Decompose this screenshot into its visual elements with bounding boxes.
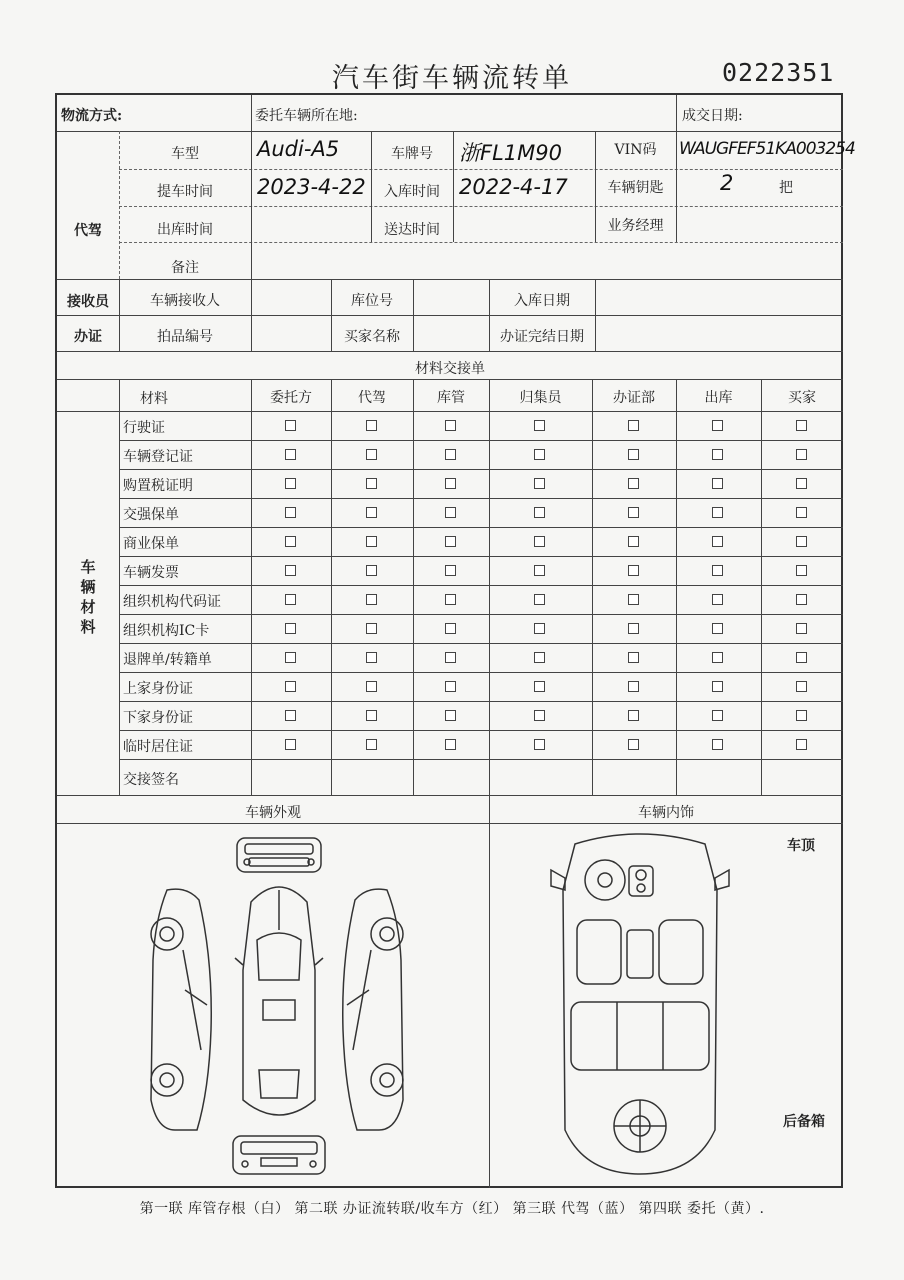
auction-number-label: 拍品编号 bbox=[157, 329, 213, 345]
checkbox-outbound[interactable] bbox=[712, 536, 723, 547]
column-header-warehouse: 库管 bbox=[437, 390, 465, 406]
checkbox-collector[interactable] bbox=[534, 507, 545, 518]
checkbox-outbound[interactable] bbox=[712, 710, 723, 721]
checkbox-collector[interactable] bbox=[534, 420, 545, 431]
car-top-view-icon bbox=[235, 887, 323, 1115]
checkbox-outbound[interactable] bbox=[712, 507, 723, 518]
car-front-view-icon bbox=[237, 838, 321, 872]
checkbox-buyer[interactable] bbox=[796, 507, 807, 518]
vehicle-keys-value: 2 bbox=[720, 171, 734, 195]
checkbox-consignor[interactable] bbox=[285, 449, 296, 460]
checkbox-buyer[interactable] bbox=[796, 623, 807, 634]
checkbox-buyer[interactable] bbox=[796, 478, 807, 489]
logistics-label: 物流方式: bbox=[61, 108, 123, 124]
plate-value: 浙FL1M90 bbox=[459, 141, 562, 165]
checkbox-driver[interactable] bbox=[366, 594, 377, 605]
car-left-side-icon bbox=[151, 889, 211, 1130]
checkbox-consignor[interactable] bbox=[285, 565, 296, 576]
car-exterior-diagram bbox=[127, 830, 427, 1182]
checkbox-outbound[interactable] bbox=[712, 681, 723, 692]
checkbox-license-dept[interactable] bbox=[628, 536, 639, 547]
material-item-label: 退牌单/转籍单 bbox=[123, 652, 212, 668]
checkbox-warehouse[interactable] bbox=[445, 710, 456, 721]
handover-signature-label: 交接签名 bbox=[123, 772, 179, 788]
checkbox-buyer[interactable] bbox=[796, 536, 807, 547]
driver-group-label: 代驾 bbox=[74, 223, 102, 239]
car-interior-diagram bbox=[545, 830, 735, 1180]
column-header-buyer: 买家 bbox=[788, 390, 816, 406]
checkbox-warehouse[interactable] bbox=[445, 449, 456, 460]
checkbox-driver[interactable] bbox=[366, 507, 377, 518]
checkbox-driver[interactable] bbox=[366, 623, 377, 634]
checkbox-driver[interactable] bbox=[366, 478, 377, 489]
checkbox-consignor[interactable] bbox=[285, 536, 296, 547]
exterior-title: 车辆外观 bbox=[245, 805, 301, 821]
column-header-license-dept: 办证部 bbox=[613, 390, 655, 406]
vin-label: VIN码 bbox=[614, 142, 657, 158]
checkbox-driver[interactable] bbox=[366, 739, 377, 750]
checkbox-driver[interactable] bbox=[366, 449, 377, 460]
checkbox-driver[interactable] bbox=[366, 652, 377, 663]
material-item-label: 上家身份证 bbox=[123, 681, 193, 697]
material-item-label: 下家身份证 bbox=[123, 710, 193, 726]
checkbox-collector[interactable] bbox=[534, 478, 545, 489]
serial-number: 0222351 bbox=[722, 58, 835, 87]
checkbox-driver[interactable] bbox=[366, 420, 377, 431]
pickup-time-label: 提车时间 bbox=[157, 184, 213, 200]
checkbox-buyer[interactable] bbox=[796, 449, 807, 460]
checkbox-outbound[interactable] bbox=[712, 594, 723, 605]
checkbox-license-dept[interactable] bbox=[628, 478, 639, 489]
delivery-time-label: 送达时间 bbox=[384, 222, 440, 238]
trunk-label: 后备箱 bbox=[783, 1114, 825, 1130]
checkbox-buyer[interactable] bbox=[796, 594, 807, 605]
checkbox-warehouse[interactable] bbox=[445, 536, 456, 547]
vehicle-keys-label: 车辆钥匙 bbox=[607, 180, 664, 196]
material-item-label: 组织机构IC卡 bbox=[123, 623, 210, 639]
form-title: 汽车街车辆流转单 bbox=[332, 63, 572, 94]
material-item-label: 车辆登记证 bbox=[123, 449, 193, 465]
checkbox-collector[interactable] bbox=[534, 594, 545, 605]
checkbox-buyer[interactable] bbox=[796, 710, 807, 721]
checkbox-outbound[interactable] bbox=[712, 449, 723, 460]
checkbox-warehouse[interactable] bbox=[445, 652, 456, 663]
checkbox-outbound[interactable] bbox=[712, 652, 723, 663]
checkbox-buyer[interactable] bbox=[796, 420, 807, 431]
form-frame bbox=[55, 93, 855, 1188]
material-item-label: 商业保单 bbox=[123, 536, 179, 552]
checkbox-consignor[interactable] bbox=[285, 710, 296, 721]
checkbox-outbound[interactable] bbox=[712, 565, 723, 576]
checkbox-collector[interactable] bbox=[534, 449, 545, 460]
checkbox-driver[interactable] bbox=[366, 536, 377, 547]
checkbox-consignor[interactable] bbox=[285, 507, 296, 518]
checkbox-warehouse[interactable] bbox=[445, 681, 456, 692]
roof-label: 车顶 bbox=[787, 838, 815, 854]
checkbox-consignor[interactable] bbox=[285, 478, 296, 489]
checkbox-buyer[interactable] bbox=[796, 565, 807, 576]
checkbox-warehouse[interactable] bbox=[445, 507, 456, 518]
checkbox-warehouse[interactable] bbox=[445, 623, 456, 634]
instock-time-label: 入库时间 bbox=[384, 184, 440, 200]
receiver-group-label: 接收员 bbox=[67, 294, 109, 310]
checkbox-collector[interactable] bbox=[534, 652, 545, 663]
vehicle-materials-group-label: 车辆材料 bbox=[80, 558, 96, 636]
materials-section-title: 材料交接单 bbox=[415, 361, 485, 377]
vehicle-keys-unit: 把 bbox=[779, 180, 793, 196]
buyer-name-label: 买家名称 bbox=[344, 329, 400, 345]
checkbox-collector[interactable] bbox=[534, 623, 545, 634]
checkbox-license-dept[interactable] bbox=[628, 681, 639, 692]
checkbox-consignor[interactable] bbox=[285, 739, 296, 750]
material-item-label: 行驶证 bbox=[123, 420, 165, 436]
outstock-time-label: 出库时间 bbox=[157, 222, 213, 238]
checkbox-warehouse[interactable] bbox=[445, 739, 456, 750]
interior-title: 车辆内饰 bbox=[638, 805, 694, 821]
checkbox-collector[interactable] bbox=[534, 565, 545, 576]
material-item-label: 购置税证明 bbox=[123, 478, 193, 494]
checkbox-license-dept[interactable] bbox=[628, 507, 639, 518]
checkbox-outbound[interactable] bbox=[712, 478, 723, 489]
driver-seat-icon bbox=[577, 920, 621, 984]
checkbox-warehouse[interactable] bbox=[445, 565, 456, 576]
car-rear-view-icon bbox=[233, 1136, 325, 1174]
checkbox-consignor[interactable] bbox=[285, 420, 296, 431]
passenger-seat-icon bbox=[659, 920, 703, 984]
checkbox-license-dept[interactable] bbox=[628, 739, 639, 750]
vehicle-location-label: 委托车辆所在地: bbox=[255, 108, 358, 124]
instock-time-value: 2022-4-17 bbox=[459, 175, 568, 199]
checkbox-driver[interactable] bbox=[366, 565, 377, 576]
checkbox-collector[interactable] bbox=[534, 681, 545, 692]
checkbox-buyer[interactable] bbox=[796, 681, 807, 692]
checkbox-license-dept[interactable] bbox=[628, 449, 639, 460]
checkbox-license-dept[interactable] bbox=[628, 565, 639, 576]
form-footer: 第一联 库管存根（白） 第二联 办证流转联/收车方（红） 第三联 代驾（蓝） 第四联 委托（黄）. bbox=[139, 1201, 765, 1217]
model-value: Audi-A5 bbox=[257, 137, 340, 161]
material-item-label: 临时居住证 bbox=[123, 739, 193, 755]
checkbox-license-dept[interactable] bbox=[628, 652, 639, 663]
checkbox-consignor[interactable] bbox=[285, 652, 296, 663]
column-header-outbound: 出库 bbox=[704, 390, 733, 406]
license-done-date-label: 办证完结日期 bbox=[500, 329, 584, 345]
column-header-collector: 归集员 bbox=[519, 390, 562, 406]
rear-seat-icon bbox=[571, 1002, 709, 1070]
checkbox-warehouse[interactable] bbox=[445, 478, 456, 489]
checkbox-license-dept[interactable] bbox=[628, 710, 639, 721]
material-column-header: 材料 bbox=[140, 391, 168, 407]
checkbox-license-dept[interactable] bbox=[628, 420, 639, 431]
column-header-driver: 代驾 bbox=[358, 390, 386, 406]
checkbox-collector[interactable] bbox=[534, 536, 545, 547]
checkbox-warehouse[interactable] bbox=[445, 594, 456, 605]
checkbox-consignor[interactable] bbox=[285, 681, 296, 692]
checkbox-warehouse[interactable] bbox=[445, 420, 456, 431]
pickup-time-value: 2023-4-22 bbox=[257, 175, 366, 199]
checkbox-driver[interactable] bbox=[366, 710, 377, 721]
checkbox-outbound[interactable] bbox=[712, 623, 723, 634]
material-item-label: 组织机构代码证 bbox=[123, 594, 221, 610]
car-right-side-icon bbox=[343, 889, 403, 1130]
instock-date-label: 入库日期 bbox=[514, 293, 570, 309]
deal-date-label: 成交日期: bbox=[682, 108, 743, 124]
material-item-label: 车辆发票 bbox=[123, 565, 179, 581]
checkbox-license-dept[interactable] bbox=[628, 623, 639, 634]
material-item-label: 交强保单 bbox=[123, 507, 179, 523]
checkbox-consignor[interactable] bbox=[285, 594, 296, 605]
checkbox-buyer[interactable] bbox=[796, 652, 807, 663]
checkbox-buyer[interactable] bbox=[796, 739, 807, 750]
checkbox-driver[interactable] bbox=[366, 681, 377, 692]
business-manager-label: 业务经理 bbox=[607, 218, 664, 234]
checkbox-collector[interactable] bbox=[534, 710, 545, 721]
checkbox-collector[interactable] bbox=[534, 739, 545, 750]
checkbox-license-dept[interactable] bbox=[628, 594, 639, 605]
vehicle-receiver-label: 车辆接收人 bbox=[150, 293, 220, 309]
notes-label: 备注 bbox=[171, 260, 199, 276]
steering-wheel-icon bbox=[585, 860, 625, 900]
model-label: 车型 bbox=[171, 146, 199, 162]
checkbox-consignor[interactable] bbox=[285, 623, 296, 634]
plate-label: 车牌号 bbox=[391, 146, 433, 162]
column-header-consignor: 委托方 bbox=[270, 390, 312, 406]
checkbox-outbound[interactable] bbox=[712, 420, 723, 431]
checkbox-outbound[interactable] bbox=[712, 739, 723, 750]
license-group-label: 办证 bbox=[74, 329, 102, 345]
vin-value: WAUGFEF51KA003254 bbox=[679, 139, 855, 159]
slot-number-label: 库位号 bbox=[351, 293, 393, 309]
